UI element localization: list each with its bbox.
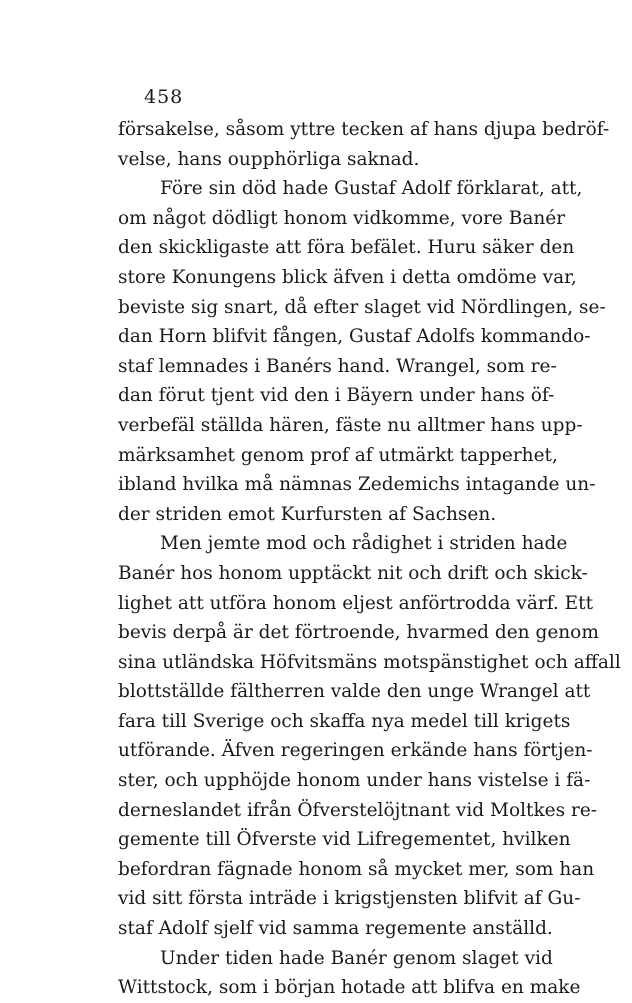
text-line: utförande. Äfven regeringen erkände hans förtjen- [118, 740, 593, 762]
text-line: befordran fägnade honom så mycket mer, som han [118, 858, 595, 880]
text-line: bevis derpå är det förtroende, hvarmed den genom [118, 622, 599, 644]
page-number: 458 [144, 86, 184, 108]
text-line: dan Horn blifvit fången, Gustaf Adolfs kommando- [118, 326, 591, 348]
text-line: der striden emot Kurfursten af Sachsen. [118, 503, 497, 525]
text-line: ibland hvilka må nämnas Zedemichs intagande un- [118, 474, 596, 496]
text-line: fara till Sverige och skaffa nya medel till krigets [118, 710, 571, 732]
text-line: derneslandet ifrån Öfverstelöjtnant vid Moltkes re- [118, 799, 598, 821]
body-text [118, 115, 621, 1003]
text-line: Under tiden hade Banér genom slaget vid [160, 947, 553, 969]
text-line: Före sin död hade Gustaf Adolf förklarat, att, [160, 178, 583, 200]
text-line: staf lemnades i Banérs hand. Wrangel, som re- [118, 355, 557, 377]
text-line: Wittstock, som i början hotade att blifva en make [118, 977, 581, 999]
text-line: dan förut tjent vid den i Bäyern under hans öf- [118, 385, 555, 407]
text-line: store Konungens blick äfven i detta omdöme var, [118, 266, 577, 288]
text-line: om något dödligt honom vidkomme, vore Banér [118, 207, 566, 229]
text-line: vid sitt första inträde i krigstjensten blifvit af Gu- [118, 888, 581, 910]
text-line: Men jemte mod och rådighet i striden hade [160, 533, 568, 555]
text-line: försakelse, såsom yttre tecken af hans djupa bedröf- [118, 119, 610, 140]
text-line: gemente till Öfverste vid Lifregementet, hvilken [118, 829, 571, 851]
text-line: sina utländska Höfvitsmäns motspänstighet och affall [118, 651, 621, 673]
text-line: velse, hans oupphörliga saknad. [118, 148, 420, 170]
text-line: beviste sig snart, då efter slaget vid Nördlingen, se- [118, 296, 606, 318]
text-line: märksamhet genom prof af utmärkt tapperhet, [118, 444, 558, 466]
text-line: blottställde fältherren valde den unge Wrangel att [118, 681, 591, 703]
text-line: den skickligaste att föra befälet. Huru säker den [118, 237, 575, 259]
text-line: lighet att utföra honom eljest anförtrodda värf. Ett [118, 592, 594, 614]
text-line: Banér hos honom upptäckt nit och drift och skick- [118, 562, 588, 584]
text-line: verbefäl ställda hären, fäste nu alltmer hans upp- [118, 414, 583, 436]
text-line: staf Adolf sjelf vid samma regemente anställd. [118, 918, 553, 940]
text-line: ster, och upphöjde honom under hans vistelse i fä- [118, 770, 591, 792]
